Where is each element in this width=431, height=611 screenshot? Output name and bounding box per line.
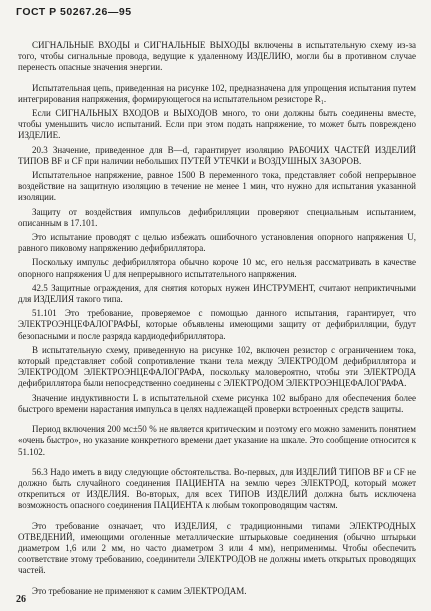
document-body (18, 40, 416, 600)
page-number: 26 (16, 594, 26, 605)
paragraph: Если СИГНАЛЬНЫХ ВХОДОВ и ВЫХОДОВ много, то они должны быть соединены вместе, чтобы уменьшить число испытаний. Если при этом подать напряжение, то может быть повреждено ИЗДЕЛИЕ. (18, 108, 416, 141)
paragraph: 20.3 Значение, приведенное для B—d, гарантирует изоляцию РАБОЧИХ ЧАСТЕЙ ИЗДЕЛИЙ ТИПОВ BF и CF при наличии небольших ПУТЕЙ УТЕЧКИ и ВОЗДУШНЫХ ЗАЗОРОВ. (18, 144, 416, 166)
paragraph: Значение индуктивности L в испытательной схеме рисунка 102 выбрано для обеспечения более быстрого времени нарастания импульса в целях надлежащей проверки встроенных средств защиты. (18, 392, 416, 414)
paragraph: СИГНАЛЬНЫЕ ВХОДЫ и СИГНАЛЬНЫЕ ВЫХОДЫ включены в испытательную схему из-за того, чтобы сигнальные провода, ведущие к удаленному ИЗДЕЛИЮ, могли бы в противном случае перенесть опасные значения энергии. (18, 40, 416, 73)
paragraph: Поскольку импульс дефибриллятора обычно короче 10 мс, его нельзя рассматривать в качестве опорного напряжения U для непрерывного испытательного напряжения. (18, 257, 416, 279)
document-header: ГОСТ Р 50267.26—95 (16, 6, 132, 18)
paragraph: Период включения 200 мс±50 % не является критическим и поэтому его можно заменить понятием «очень быстро», но указание конкретного времени дает указание на шкале. Это сообщение относится к 51.102. (18, 424, 416, 457)
paragraph: 56.3 Надо иметь в виду следующие обстоятельства. Во-первых, для ИЗДЕЛИЙ ТИПОВ BF и CF не должно быть случайного соединения ПАЦИЕНТА на землю через ЭЛЕКТРОД, который может открепиться от ИЗДЕЛИЯ. Во-вторых, для всех ТИПОВ ИЗДЕЛИЙ должна быть исключена возможность опасного соединения ПАЦИЕНТА к любым токопроводящим частям. (18, 466, 416, 511)
paragraph: 51.101 Это требование, проверяемое с помощью данного испытания, гарантирует, что ЭЛЕКТРОЭНЦЕФАЛОГРАФЫ, которые объявлены имеющими защиту от дефибрилляции, будут безопасными и после разряда кардиодефибриллятора. (18, 308, 416, 341)
paragraph: Это требование означает, что ИЗДЕЛИЯ, с традиционными типами ЭЛЕКТРОДНЫХ ОТВЕДЕНИЙ, имеющими оголенные металлические штырьковые соединения (обычно штырьки диаметром 1,6 или 2 мм, но часто диаметром 3 или 4 мм), неприменимы. Чтобы обеспечить соответствие этому требованию, соединители ЭЛЕКТРОДОВ не должны иметь открытых проводящих частей. (18, 520, 416, 576)
paragraph: Это испытание проводят с целью избежать ошибочного установления опорного напряжения U, равного пиковому напряжению дефибриллятора. (18, 232, 416, 254)
paragraph: Испытательная цепь, приведенная на рисунке 102, предназначена для упрощения испытания путем интегрирования напряжения, формирующегося на испытательном резисторе R₁. (18, 82, 416, 104)
paragraph: Защиту от воздействия импульсов дефибрилляции проверяют специальным испытанием, описанным в 17.101. (18, 206, 416, 228)
paragraph: Испытательное напряжение, равное 1500 В переменного тока, представляет собой непрерывное воздействие на защитную изоляцию в течение не менее 1 мин, что нужно для испытания указанной изоляции. (18, 170, 416, 203)
paragraph: В испытательную схему, приведенную на рисунке 102, включен резистор с ограничением тока, который представляет собой сопротивление ткани тела между ЭЛЕКТРОДОМ дефибриллятора и ЭЛЕКТРОДОМ ЭЛЕКТРОЭНЦЕФАЛОГРАФА, поскольку маловероятно, чтобы эти ЭЛЕКТРОДА дефибриллятора были непосредственно соединены с ЭЛЕКТРОДОМ ЭЛЕКТРОЭНЦЕФАЛОГРАФА. (18, 344, 416, 389)
paragraph: 42.5 Защитные ограждения, для снятия которых нужен ИНСТРУМЕНТ, считают неприктичными для ИЗДЕЛИЯ такого типа. (18, 282, 416, 305)
paragraph: Это требование не применяют к самим ЭЛЕКТРОДАМ. (32, 585, 247, 596)
